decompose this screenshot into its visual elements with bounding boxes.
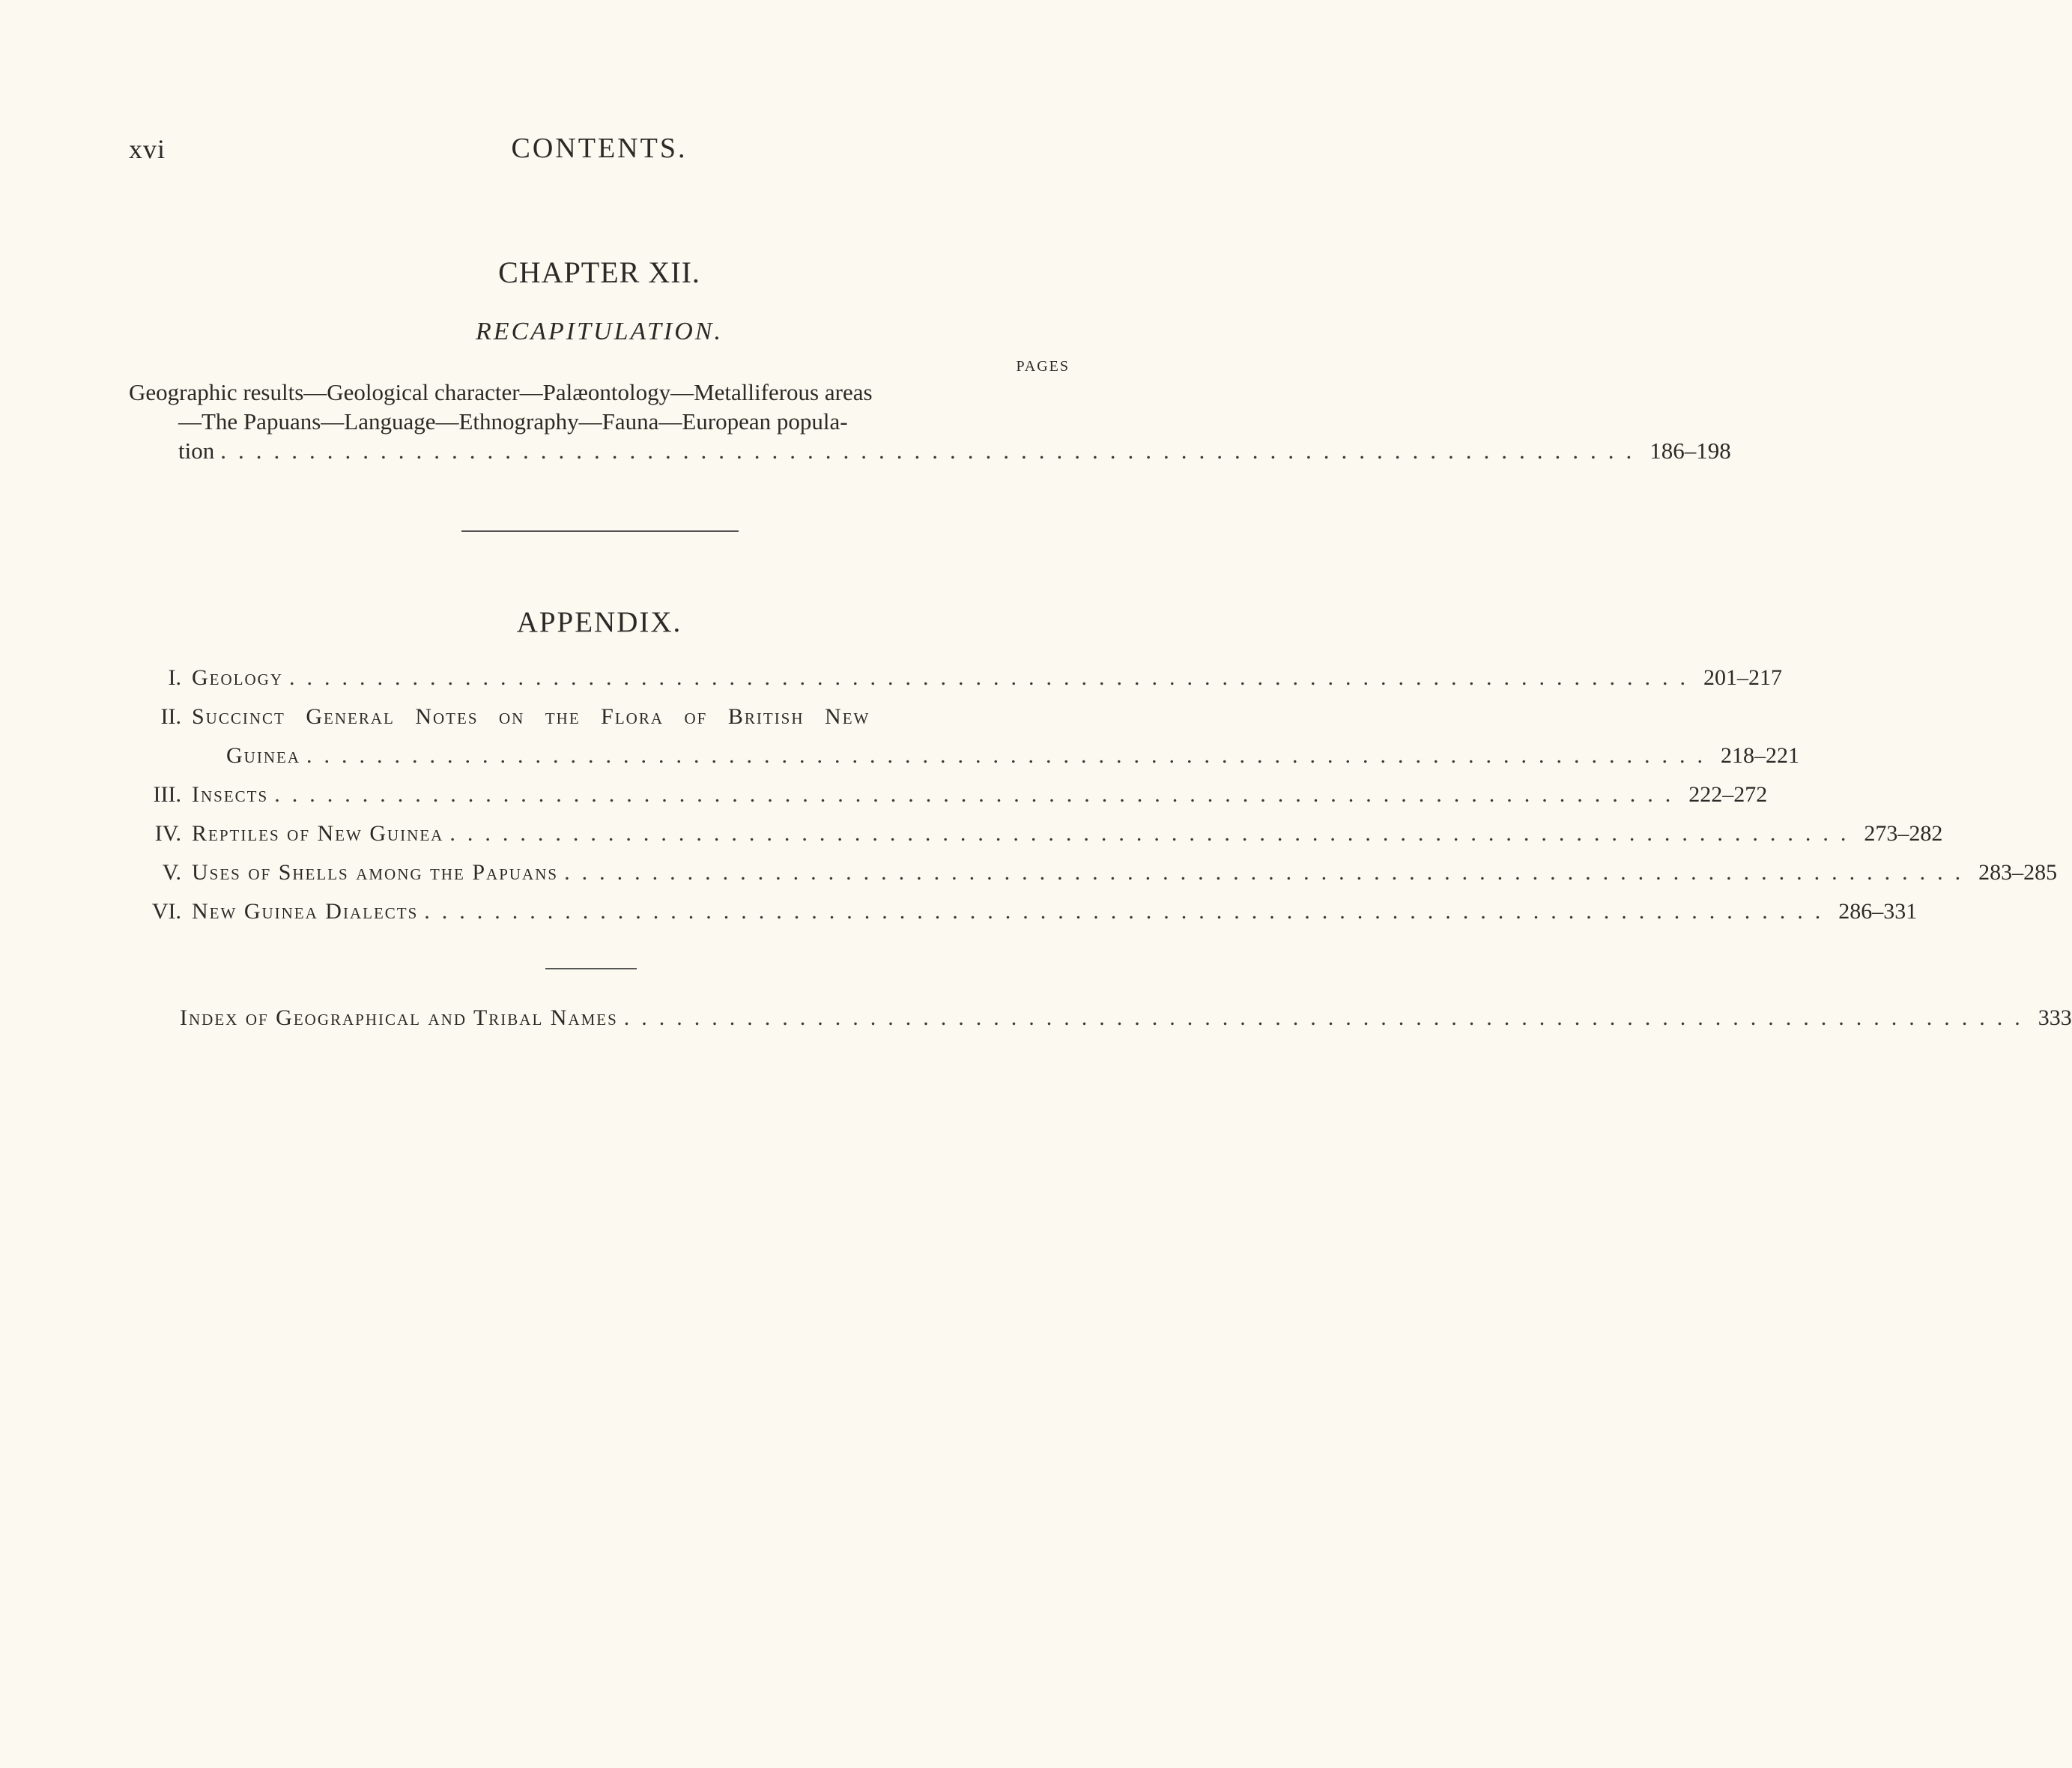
page-number: xvi <box>129 134 166 164</box>
page-range: 273–282 <box>1864 821 1943 846</box>
entry-title: Index of Geographical and Tribal Names <box>180 1005 618 1030</box>
page-range: 218–221 <box>1720 743 1799 768</box>
entry-number: II. <box>160 704 181 729</box>
toc-entry[interactable] <box>129 704 1070 743</box>
dot-leader: ................................................................................ <box>424 899 1833 924</box>
page-range: 286–331 <box>1838 899 1918 924</box>
chapter-title: CHAPTER XII. <box>498 255 700 289</box>
page-range: 186–198 <box>1650 438 1731 464</box>
chapter-summary <box>129 378 1731 465</box>
toc-entry[interactable] <box>129 821 1943 860</box>
running-title: CONTENTS. <box>511 133 688 164</box>
entry-number: VI. <box>151 899 181 924</box>
toc-entry[interactable] <box>129 899 1918 938</box>
dot-leader: ................................................................................ <box>449 821 1859 846</box>
entry-number: III. <box>153 782 181 807</box>
toc-entry-continuation[interactable] <box>129 743 1799 782</box>
chapter-subtitle: RECAPITULATION. <box>476 318 723 345</box>
page-range: 222–272 <box>1688 782 1768 807</box>
appendix-title: APPENDIX. <box>516 606 682 638</box>
dot-leader: ................................................................................ <box>274 782 1683 807</box>
page-range: 333 <box>2038 1005 2072 1030</box>
toc-entry[interactable] <box>129 782 1768 821</box>
dot-leader: ................................................................................ <box>306 743 1715 768</box>
dot-leader: ................................................................................ <box>564 860 1973 885</box>
entry-title: Geology <box>192 665 283 690</box>
page-range: 283–285 <box>1978 860 2058 885</box>
dot-leader: ................................................................................ <box>288 665 1697 690</box>
summary-line: tion <box>178 438 215 464</box>
dot-leader: ................................................................................ <box>220 438 1644 464</box>
entry-number: IV. <box>154 821 181 846</box>
page-range: 201–217 <box>1703 665 1782 690</box>
entry-title: New Guinea Dialects <box>192 899 419 924</box>
toc-entry[interactable] <box>129 860 2058 899</box>
section-divider <box>545 968 637 969</box>
pages-column-label: PAGES <box>1016 358 1070 375</box>
summary-line: —The Papuans—Language—Ethnography—Fauna—European popula- <box>178 408 848 435</box>
entry-title-continuation: Guinea <box>226 743 300 768</box>
dot-leader: ................................................................................ <box>623 1005 2032 1030</box>
entry-title: Insects <box>192 782 269 807</box>
summary-last-line <box>129 436 1731 465</box>
summary-line: Geographic results—Geological character—Palæontology—Metalliferous areas <box>129 379 873 405</box>
toc-entry[interactable] <box>129 665 1782 704</box>
section-divider <box>461 530 739 532</box>
entry-title: Reptiles of New Guinea <box>192 821 444 846</box>
entry-number: I. <box>168 665 181 690</box>
entry-title: Uses of Shells among the Papuans <box>192 860 559 885</box>
entry-number: V. <box>162 860 181 885</box>
entry-title: Succinct General Notes on the Flora of British New <box>192 704 870 729</box>
index-entry[interactable] <box>129 1005 2072 1031</box>
appendix-list <box>129 665 2058 938</box>
